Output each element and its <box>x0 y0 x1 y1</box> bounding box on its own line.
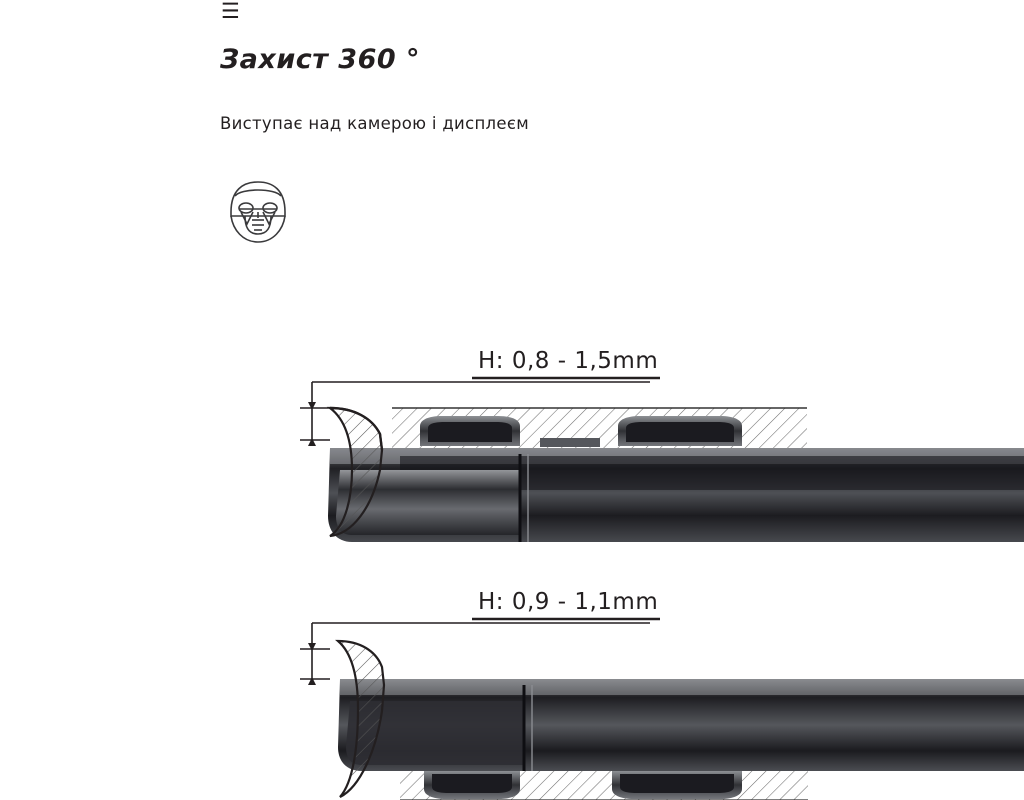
stormtrooper-helmet-icon <box>219 176 297 248</box>
dimension-label-display: H: 0,9 - 1,1mm <box>478 589 659 615</box>
page-subtitle: Виступає над камерою і дисплеєм <box>220 114 529 133</box>
page-title: Захист 360 ° <box>220 44 421 75</box>
dimension-label-camera: H: 0,8 - 1,5mm <box>478 348 659 374</box>
figure-camera-protrusion <box>0 330 1024 565</box>
hamburger-menu-icon[interactable]: ☰ <box>221 0 240 23</box>
figure-display-protrusion <box>0 575 1024 800</box>
